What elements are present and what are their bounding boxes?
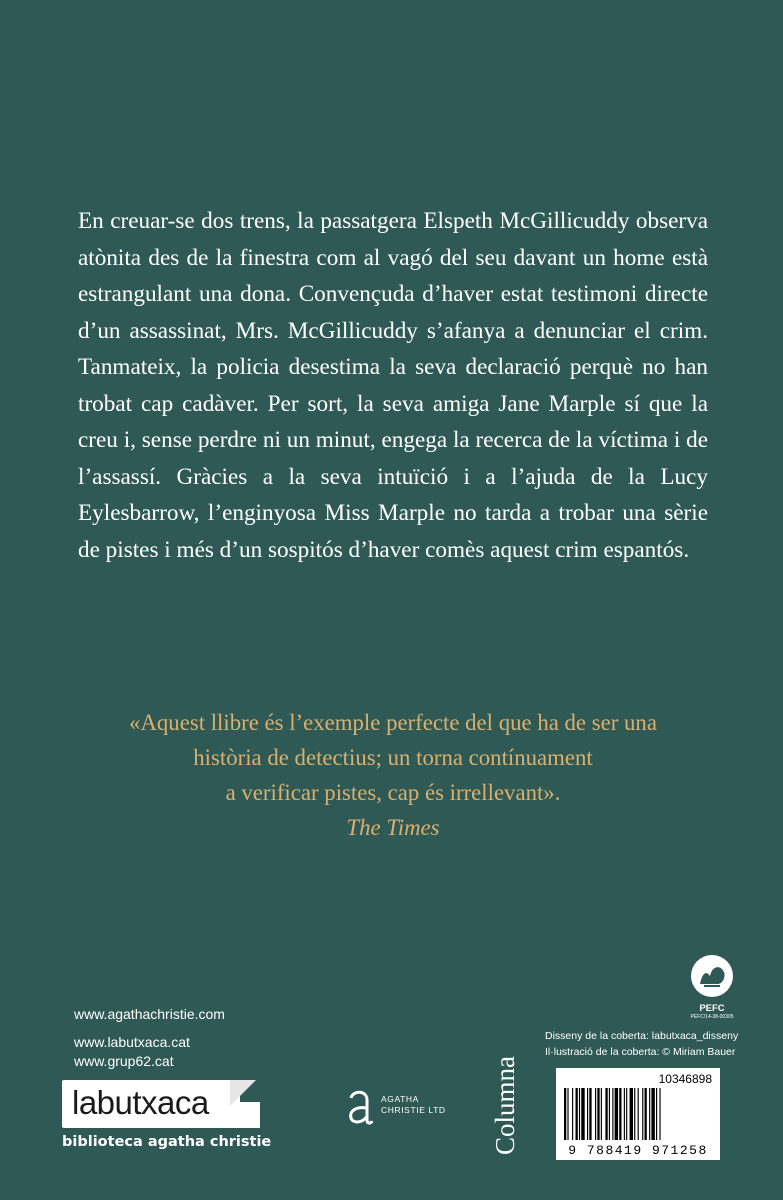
press-quote xyxy=(80,705,706,845)
agatha-christie-ltd-logo xyxy=(345,1082,465,1132)
agatha-christie-line-1: AGATHA xyxy=(381,1094,419,1104)
page-fold-icon xyxy=(230,1080,256,1106)
agatha-christie-monogram-icon xyxy=(345,1082,375,1128)
isbn-number: 9 788419 971258 xyxy=(568,1143,708,1158)
website-links xyxy=(74,1005,225,1071)
labutxaca-logo-text: labutxaca xyxy=(72,1084,209,1121)
website-grup62: www.grup62.cat xyxy=(74,1053,174,1069)
website-labutxaca: www.labutxaca.cat xyxy=(74,1034,190,1050)
quote-line-1: «Aquest llibre és l’exemple perfecte del que ha de ser una xyxy=(129,710,657,735)
pefc-code: PEFC/14-38-00305 xyxy=(690,1014,734,1020)
barcode-bars xyxy=(562,1088,714,1140)
pefc-certification xyxy=(684,954,740,1020)
cover-credits xyxy=(545,1028,738,1060)
columna-imprint: Columna xyxy=(490,1056,520,1155)
quote-source: The Times xyxy=(346,815,440,840)
pefc-label: PEFC xyxy=(699,1003,725,1014)
back-cover-blurb: En creuar-se dos trens, la passatgera Elspeth McGillicuddy observa atònita des de la finestra com al vagó del seu davant un home està estrangulant una dona. Convençuda d’haver estat testimoni directe d’un assassinat, Mrs. McGillicuddy s’afanya a denunciar el crim. Tanmateix, la policia desestima la seva declaració perquè no han trobat cap cadàver. Per sort, la seva amiga Jane Marple sí que la creu i, sense perdre ni un minut, engega la recerca de la víctima i de l’assassí. Gràcies a la seva intuïció i a l’ajuda de la Lucy Eylesbarrow, l’enginyosa Miss Marple no tarda a trobar una sèrie de pistes i més d’un sospitós d’haver comès aquest crim espantós. xyxy=(78,208,708,563)
quote-line-3: a verificar pistes, cap és irrellevant». xyxy=(225,780,561,805)
website-agathachristie: www.agathachristie.com xyxy=(74,1006,225,1022)
cover-design-credit: Disseny de la coberta: labutxaca_disseny xyxy=(545,1030,739,1042)
labutxaca-logo xyxy=(62,1080,260,1128)
series-name: biblioteca agatha christie xyxy=(62,1134,272,1150)
quote-line-2: història de detectius; un torna contínuament xyxy=(193,745,593,770)
product-code: 10346898 xyxy=(658,1072,712,1086)
cover-illustration-credit: Il·lustració de la coberta: © Miriam Bauer xyxy=(545,1046,736,1058)
agatha-christie-line-2: CHRISTIE LTD xyxy=(381,1105,446,1115)
barcode xyxy=(556,1068,720,1160)
pefc-tree-icon xyxy=(690,954,734,998)
